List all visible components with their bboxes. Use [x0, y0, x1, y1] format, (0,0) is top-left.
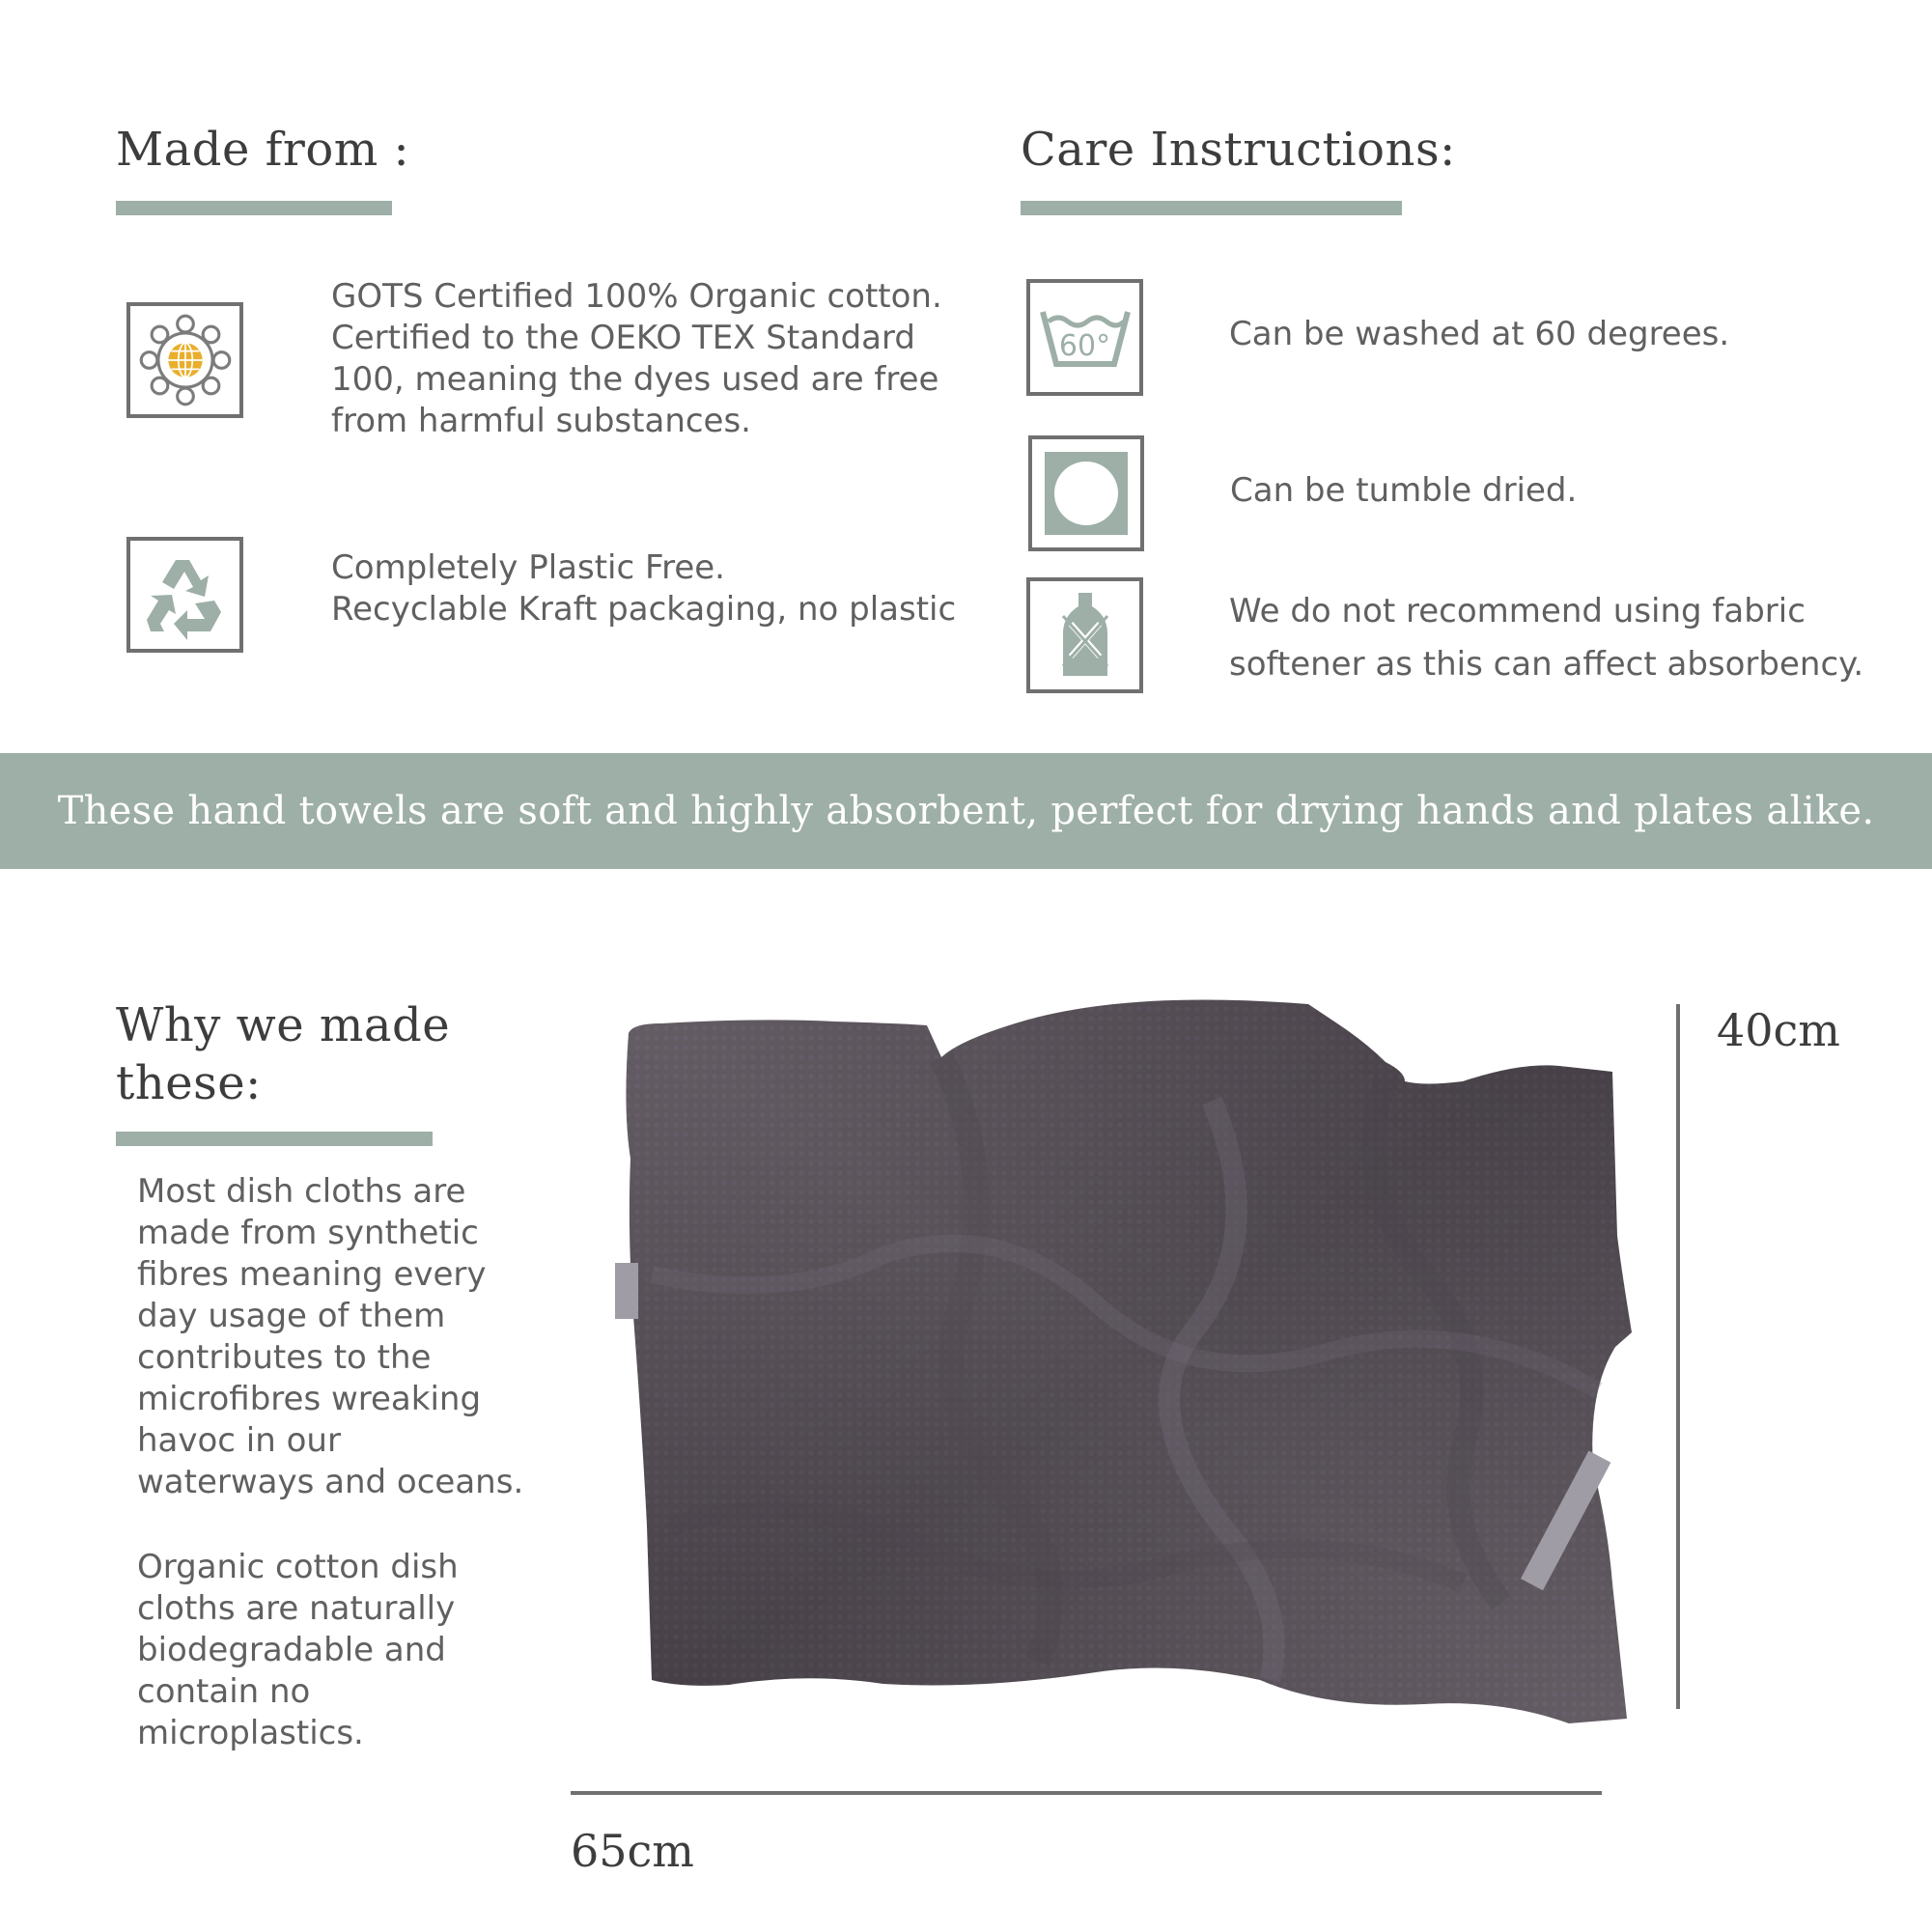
made-from-heading: Made from : [116, 123, 410, 177]
why-heading: Why we made these: [116, 998, 451, 1110]
made-from-rule [116, 201, 392, 215]
plastic-free-description: Completely Plastic Free. Recyclable Kraft packaging, no plastic [331, 548, 957, 629]
height-dimension-line [1676, 1004, 1680, 1709]
why-paragraph-1: Most dish cloths are made from synthetic fibres meaning every day usage of them contributes to the microfibres wreaking havoc in our waterways and oceans. [137, 1172, 524, 1501]
feature-banner [0, 753, 1932, 869]
wash-temperature-label: 60° [1058, 329, 1111, 363]
width-dimension-line [571, 1791, 1602, 1795]
banner-text: These hand towels are soft and highly absorbent, perfect for drying hands and plates alike. [57, 789, 1875, 833]
wash-60-icon [1026, 279, 1143, 396]
tumble-dry-icon [1028, 435, 1144, 551]
no-fabric-softener-icon [1026, 577, 1143, 693]
why-rule [116, 1132, 433, 1146]
wash-description: Can be washed at 60 degrees. [1229, 315, 1730, 353]
why-paragraph-2: Organic cotton dish cloths are naturally biodegradable and contain no microplastics. [137, 1548, 459, 1752]
tumble-dry-description: Can be tumble dried. [1230, 471, 1578, 510]
dish-towel-photo [594, 985, 1637, 1748]
width-dimension-label: 65cm [571, 1825, 694, 1877]
recycle-icon [126, 537, 243, 653]
care-instructions-rule [1021, 201, 1402, 215]
fabric-softener-description: We do not recommend using fabric softener as this can affect absorbency. [1229, 592, 1864, 684]
gots-certified-icon [126, 302, 243, 418]
care-instructions-heading: Care Instructions: [1021, 123, 1456, 177]
height-dimension-label: 40cm [1717, 1004, 1840, 1056]
gots-description: GOTS Certified 100% Organic cotton. Certified to the OEKO TEX Standard 100, meaning the dyes used are free from harmful substances. [331, 277, 942, 440]
